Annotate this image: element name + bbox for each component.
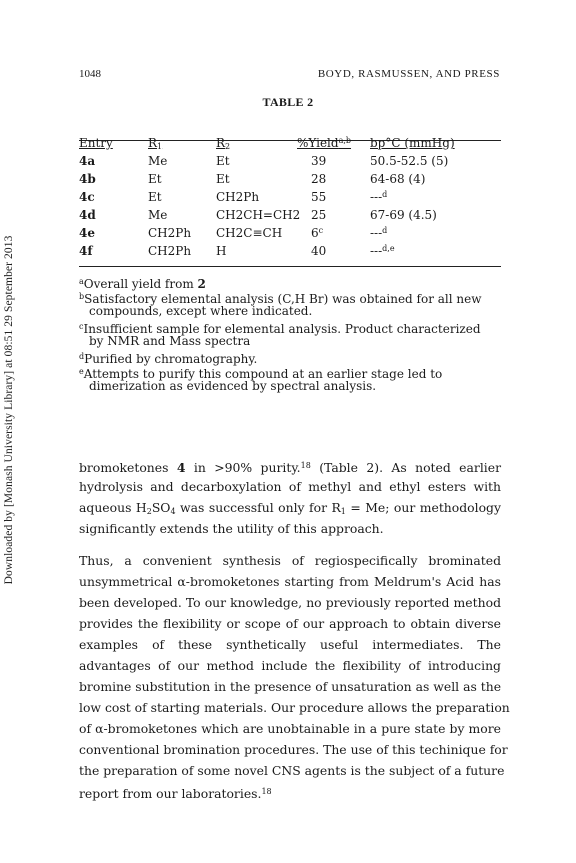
row-entry: 4b	[79, 172, 96, 186]
table-bottom-rule	[79, 266, 501, 267]
footnote-c: $^c$Insufficient sample for elemental analysis. Product characterized	[79, 322, 481, 336]
footnote-c-continued: by NMR and Mass spectra	[89, 334, 251, 348]
row-r1: Me	[148, 208, 168, 222]
paragraph-line: examples of these synthetically useful intermediates. The	[79, 637, 501, 652]
paragraph-line: bromoketones 4 in >90% purity.$^{18}$ (Table 2). As noted earlier	[79, 460, 502, 475]
row-yield: 40	[311, 244, 327, 258]
row-r2: Et	[216, 154, 230, 168]
row-r2: H	[216, 244, 227, 258]
header-r1: $R_1$	[148, 136, 163, 151]
header-yield: %Yield$^{a,b}$	[297, 136, 352, 150]
header-bp: bp°C (mmHg)	[370, 136, 455, 150]
row-r1: Me	[148, 154, 168, 168]
row-bp: ---$^d$	[370, 190, 388, 204]
paragraph-line: aqueous $H_2SO_4$ was successful only for $R_1 = Me$; our methodology	[79, 500, 501, 516]
paragraph-line: the preparation of some novel CNS agents is the subject of a future	[79, 763, 505, 778]
row-r2: CH2Ph	[216, 190, 260, 204]
table-caption: TABLE 2	[262, 95, 314, 109]
row-yield: 39	[311, 154, 327, 168]
row-bp: 50.5-52.5 (5)	[370, 154, 449, 168]
row-entry: 4a	[79, 154, 96, 168]
row-entry: 4c	[79, 190, 95, 204]
row-bp: 64-68 (4)	[370, 172, 426, 186]
row-bp: ---$^{d,e}$	[370, 244, 395, 258]
header-r2: $R_2$	[216, 136, 231, 151]
footnote-b: $^b$Satisfactory elemental analysis (C,H Br) was obtained for all new	[79, 292, 482, 306]
paragraph-line: conventional bromination procedures. The use of this techinique for	[79, 742, 508, 757]
row-entry: 4f	[79, 244, 93, 258]
page-number: 1048	[79, 68, 101, 80]
paragraph-line: of α-bromoketones which are unobtainable in a pure state by more	[79, 721, 501, 736]
footnote-d: $^d$Purified by chromatography.	[79, 352, 258, 366]
row-bp: 67-69 (4.5)	[370, 208, 437, 222]
row-r2: CH2C≡CH	[216, 226, 283, 240]
row-yield: 6$^c$	[311, 226, 324, 240]
paragraph-line: Thus, a convenient synthesis of regiospecifically brominated	[79, 553, 501, 568]
download-watermark-text: Downloaded by [Monash University Library] at 08:51 29 September 2013	[3, 235, 15, 585]
row-entry: 4e	[79, 226, 95, 240]
row-yield: 28	[311, 172, 327, 186]
footnote-e: $^e$Attempts to purify this compound at an earlier stage led to	[79, 367, 443, 381]
row-r1: CH2Ph	[148, 244, 192, 258]
paragraph-line: hydrolysis and decarboxylation of methyl and ethyl esters with	[79, 479, 501, 494]
paragraph-line: unsymmetrical α-bromoketones starting from Meldrum's Acid has	[79, 574, 501, 589]
row-r1: Et	[148, 172, 162, 186]
row-r1: CH2Ph	[148, 226, 192, 240]
download-watermark	[1, 150, 17, 670]
paragraph-line: provides the flexibility or scope of our approach to obtain diverse	[79, 616, 501, 631]
row-r2: CH2CH=CH2	[216, 208, 301, 222]
footnote-e-continued: dimerization as evidenced by spectral analysis.	[89, 379, 377, 393]
footnote-a: $^a$Overall yield from 2	[79, 277, 206, 291]
paragraph-line: low cost of starting materials. Our procedure allows the preparation	[79, 700, 510, 715]
row-r1: Et	[148, 190, 162, 204]
paragraph-line: significantly extends the utility of this approach.	[79, 521, 384, 536]
paragraph-line: bromine substitution in the presence of unsaturation as well as the	[79, 679, 502, 694]
row-r2: Et	[216, 172, 230, 186]
row-entry: 4d	[79, 208, 96, 222]
header-entry: Entry	[79, 136, 113, 150]
paragraph-line: report from our laboratories.$^{18}$	[79, 786, 272, 801]
paragraph-line: been developed. To our knowledge, no previously reported method	[79, 595, 501, 610]
footnote-b-continued: compounds, except where indicated.	[89, 304, 313, 318]
running-head: BOYD, RASMUSSEN, AND PRESS	[317, 68, 500, 80]
row-bp: ---$^d$	[370, 226, 388, 240]
row-yield: 55	[311, 190, 327, 204]
paragraph-line: advantages of our method include the flexibility of introducing	[79, 658, 501, 673]
row-yield: 25	[311, 208, 327, 222]
